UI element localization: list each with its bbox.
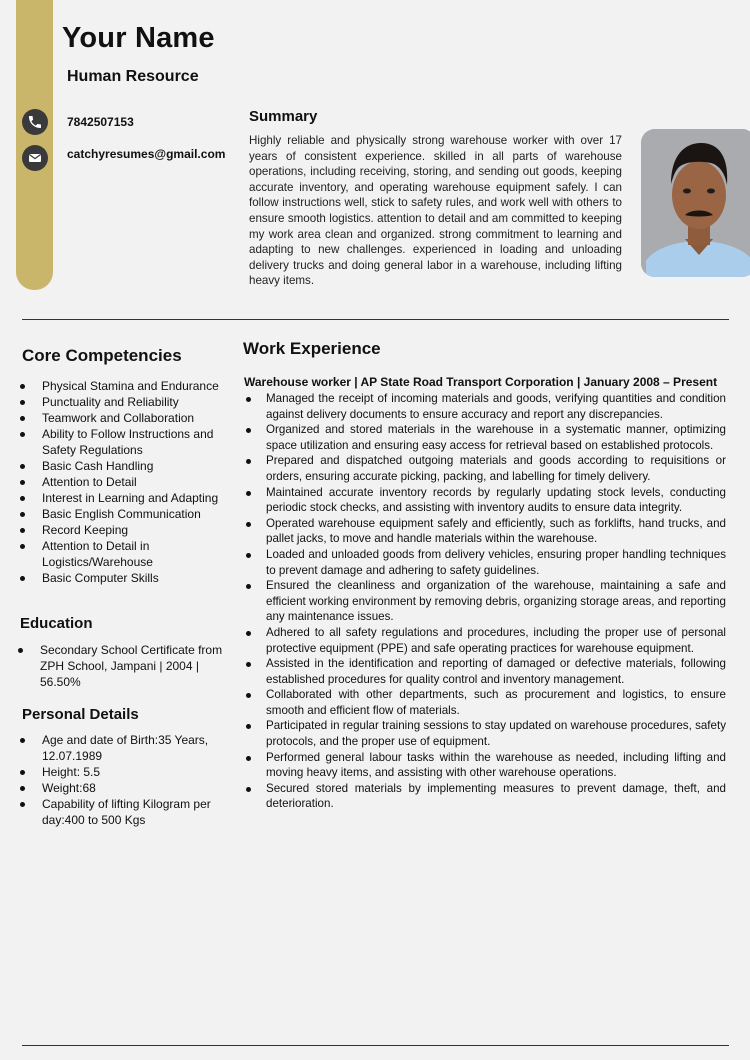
summary-heading: Summary	[249, 108, 318, 125]
phone-icon	[22, 109, 48, 135]
work-duty-item: Organized and stored materials in the warehouse in a systematic manner, optimizing space utilization and ensuring easy access for retrieval based on established protocols.	[244, 422, 726, 453]
work-experience-list	[244, 391, 726, 812]
section-divider-bottom	[22, 1045, 729, 1046]
core-competencies-list	[20, 378, 230, 586]
work-duty-item: Participated in regular training sessions to stay updated on warehouse procedures, safety protocols, and the proper use of equipment.	[244, 718, 726, 749]
work-duty-item: Loaded and unloaded goods from delivery vehicles, ensuring proper handling techniques to prevent damage and adhering to safety guidelines.	[244, 547, 726, 578]
candidate-name: Your Name	[62, 22, 215, 54]
competency-item: Record Keeping	[20, 522, 230, 538]
competency-item: Attention to Detail in Logistics/Warehouse	[20, 538, 230, 570]
education-heading: Education	[20, 615, 93, 632]
competency-item: Basic Cash Handling	[20, 458, 230, 474]
candidate-role: Human Resource	[67, 68, 199, 85]
competency-item: Punctuality and Reliability	[20, 394, 230, 410]
education-list	[18, 642, 230, 690]
work-duty-item: Assisted in the identification and reporting of damaged or defective materials, following established procedures for quality control and inventory management.	[244, 656, 726, 687]
competency-item: Basic Computer Skills	[20, 570, 230, 586]
email-address[interactable]: catchyresumes@gmail.com	[67, 147, 226, 161]
section-divider-top	[22, 319, 729, 320]
work-duty-item: Ensured the cleanliness and organization of the warehouse, maintaining a safe and efficient working environment by removing debris, organizing storage areas, and reporting any maintenance issues.	[244, 578, 726, 625]
education-item: Secondary School Certificate from ZPH School, Jampani | 2004 | 56.50%	[18, 642, 230, 690]
envelope-icon	[22, 145, 48, 171]
competency-item: Physical Stamina and Endurance	[20, 378, 230, 394]
work-duty-item: Performed general labour tasks within the warehouse as needed, including lifting and moving heavy items, and assisting with other warehouse operations.	[244, 750, 726, 781]
personal-details-list	[20, 732, 225, 828]
work-duty-item: Maintained accurate inventory records by regularly updating stock levels, conducting periodic stock checks, and assisting with inventory audits to ensure data integrity.	[244, 485, 726, 516]
work-duty-item: Adhered to all safety regulations and procedures, including the proper use of personal protective equipment (PPE) and safe operating practices for warehouse equipment.	[244, 625, 726, 656]
personal-detail-item: Weight:68	[20, 780, 225, 796]
work-experience-heading: Work Experience	[243, 339, 381, 358]
personal-details-heading: Personal Details	[22, 706, 139, 723]
work-duty-item: Collaborated with other departments, such as procurement and logistics, to ensure smooth and efficient flow of materials.	[244, 687, 726, 718]
personal-detail-item: Age and date of Birth:35 Years, 12.07.1989	[20, 732, 225, 764]
competency-item: Attention to Detail	[20, 474, 230, 490]
personal-detail-item: Capability of lifting Kilogram per day:400 to 500 Kgs	[20, 796, 225, 828]
work-duty-item: Operated warehouse equipment safely and efficiently, such as forklifts, hand trucks, and pallet jacks, to move and handle materials within the warehouse.	[244, 516, 726, 547]
phone-number[interactable]: 7842507153	[67, 115, 134, 129]
job-heading: Warehouse worker | AP State Road Transport Corporation | January 2008 – Present	[244, 375, 718, 389]
competency-item: Ability to Follow Instructions and Safety Regulations	[20, 426, 230, 458]
work-duty-item: Prepared and dispatched outgoing materials and goods according to requisitions or orders, ensuring accurate picking, packing, and labelling for timely delivery.	[244, 453, 726, 484]
profile-photo	[641, 129, 750, 277]
competency-item: Interest in Learning and Adapting	[20, 490, 230, 506]
core-competencies-heading: Core Competencies	[22, 346, 182, 365]
summary-text: Highly reliable and physically strong warehouse worker with over 17 years of consistent experience. skilled in all parts of warehouse operations, including receiving, storing, and sending out goods, keeping accurate inventory, and operating warehouse equipment safely. I can follow instructions well, stick to safety rules, and work well with others to ensure smooth logistics. attention to detail and am committed to keeping my work area clean and organized. strong commitment to learning and adapting to new challenges. experienced in loading and unloading delivery trucks and doing general labor in a warehouse, including lifting heavy items.	[249, 134, 622, 288]
work-duty-item: Secured stored materials by implementing measures to prevent damage, theft, and deterioration.	[244, 781, 726, 812]
competency-item: Basic English Communication	[20, 506, 230, 522]
personal-detail-item: Height: 5.5	[20, 764, 225, 780]
competency-item: Teamwork and Collaboration	[20, 410, 230, 426]
work-duty-item: Managed the receipt of incoming materials and goods, verifying quantities and condition against delivery documents to ensure accuracy and report any discrepancies.	[244, 391, 726, 422]
